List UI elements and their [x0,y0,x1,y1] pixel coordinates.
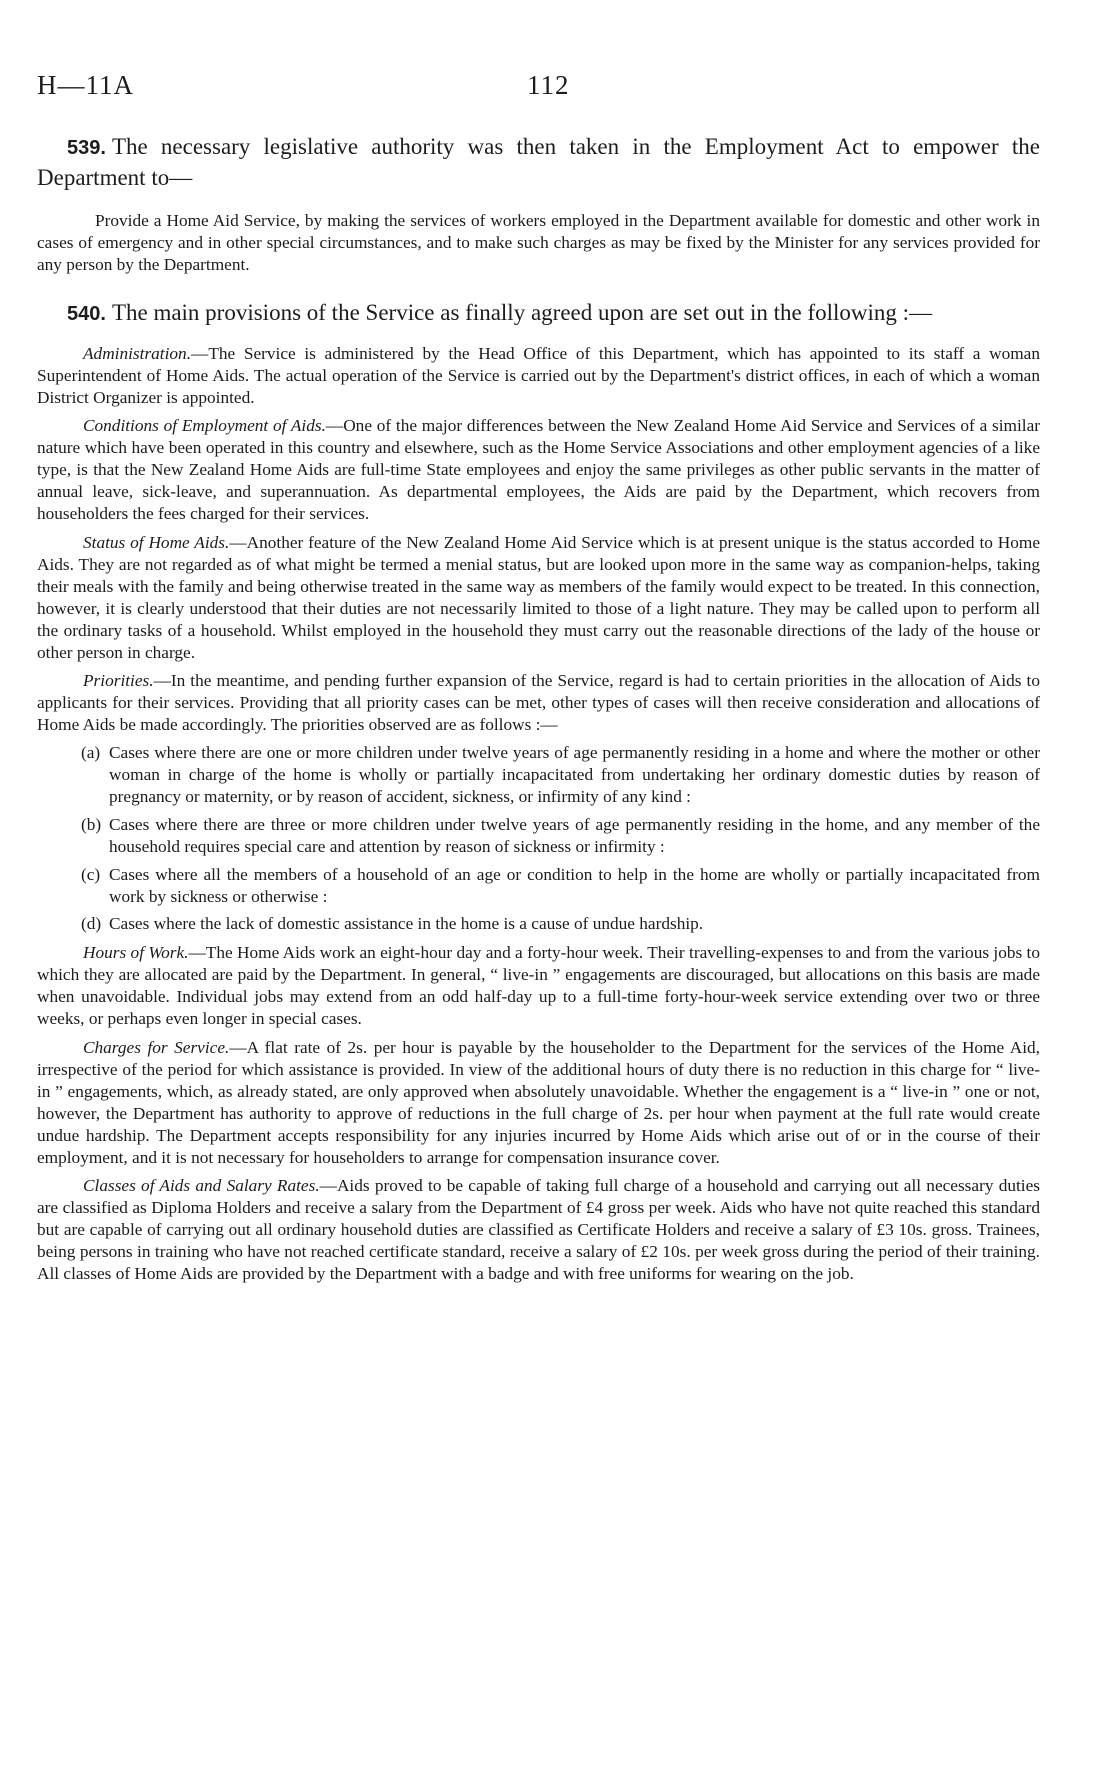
section-classes-and-salary-rates [37,1175,1040,1285]
document-reference: H—11A [37,70,134,100]
page-number: 112 [527,70,570,100]
section-heading: Charges for Service. [83,1038,230,1057]
section-heading: Classes of Aids and Salary Rates. [83,1176,320,1196]
section-text: —One of the major differences between the New Zealand Home Aid Service and Services of a similar nature which have been operated in this country and elsewhere, such as the Home Service Associations and other employment agencies of a like type, is that the New Zealand Home Aids are full-time State employees and enjoy the same privileges as other public servants in the matter of annual leave, sick-leave, and superannuation. As departmental employees, the Aids are paid by the Department, which recovers from householders the fees charged for their services. [37,416,1041,524]
section-charges-for-service [37,1037,1040,1168]
section-heading: Hours of Work. [83,943,189,963]
item-text: Cases where all the members of a household of an age or condition to help in the home are wholly or partially incapacitated from work by sickness or otherwise : [109,864,1040,906]
priority-item-b [37,814,1040,858]
paragraph-540 [37,298,1040,329]
item-label: (c) [81,864,101,884]
section-heading: Status of Home Aids. [83,532,230,552]
item-text: Cases where there are three or more children under twelve years of age permanently residing in the home, and any member of the household requires special care and attention by reason of sickness or infirmity : [109,814,1040,856]
item-text: Cases where there are one or more children under twelve years of age permanently residing in a home and where the mother or other woman in charge of the home is wholly or partially incapacitated from undertaking her ordinary domestic duties by reason of pregnancy or maternity, or by reason of accident, sickness, or infirmity of any kind : [109,743,1040,806]
item-label: (a) [81,743,101,763]
section-status-of-home-aids [37,532,1040,663]
priority-item-d [37,913,1040,935]
priority-item-a [37,742,1040,808]
section-hours-of-work [37,942,1040,1030]
section-text: —Aids proved to be capable of taking full charge of a household and carrying out all necessary duties are classified as Diploma Holders and receive a salary from the Department of £4 gross per week. Aids who have not quite reached this standard but are capable of carrying out all ordinary household duties are classified as Certificate Holders and receive a salary of £3 10s. gross. Trainees, being persons in training who have not reached certificate standard, receive a salary of £2 10s. per week gross during the period of their training. All classes of Home Aids are provided by the Department with a badge and with free uniforms for wearing on the job. [37,1176,1040,1284]
priority-item-c [37,864,1040,908]
paragraph-number: 539. [67,137,106,159]
section-heading: Priorities. [83,671,154,691]
paragraph-text: The necessary legislative authority was then taken in the Employment Act to empower the Department to— [37,134,1040,190]
section-heading: Administration. [83,343,192,363]
section-text: —The Service is administered by the Head Office of this Department, which has appointed to its staff a woman Superintendent of Home Aids. The actual operation of the Service is carried out by the Department's district offices, in each of which a woman District Organizer is appointed. [37,343,1040,407]
section-text: —Another feature of the New Zealand Home Aid Service which is at present unique is the status accorded to Home Aids. They are not regarded as of what might be termed a menial status, but are looked upon more in the same way as companion-helps, taking their meals with the family and being otherwise treated in the same way as members of the family would expect to be treated. In this connection, however, it is clearly understood that their duties are not necessarily limited to those of a light nature. They may be called upon to perform all the ordinary tasks of a household. Whilst employed in the household they must carry out the reasonable directions of the lady of the house or other person in charge. [37,532,1040,662]
section-heading: Conditions of Employment of Aids. [83,416,326,436]
section-text: —In the meantime, and pending further expansion of the Service, regard is had to certain priorities in the allocation of Aids to applicants for their services. Providing that all priority cases can be met, other types of cases will then receive consideration and allocations of Home Aids be made accordingly. The priorities observed are as follows :— [37,671,1040,735]
item-text: Cases where the lack of domestic assistance in the home is a cause of undue hardship. [109,914,704,934]
paragraph-text: The main provisions of the Service as finally agreed upon are set out in the following :— [111,299,933,325]
page-header [37,70,1040,114]
quoted-provision: Provide a Home Aid Service, by making the services of workers employed in the Department available for domestic and other work in cases of emergency and in other special circumstances, and to make such charges as may be fixed by the Minister for any services provided for any person by the Department. [37,211,1040,274]
section-conditions-of-employment [37,415,1040,525]
section-text: —The Home Aids work an eight-hour day and a forty-hour week. Their travelling-expenses to and from the various jobs to which they are allocated are paid by the Department. In general, “ live-in ” engagements are discouraged, but allocations on this basis are made when unavoidable. Individual jobs may extend from an odd half-day up to a full-time forty-hour-week service extending over two or three weeks, or perhaps even longer in special cases. [37,943,1040,1029]
item-label: (d) [81,914,102,934]
section-administration [37,343,1040,409]
paragraph-539 [37,132,1040,192]
paragraph-number: 540. [67,302,106,325]
section-priorities [37,670,1040,736]
section-text: —A flat rate of 2s. per hour is payable by the householder to the Department for the services of the Home Aid, irrespective of the period for which assistance is provided. In view of the additional hours of duty there is no reduction in this charge for “ live-in ” engagements, which, as already stated, are only approved when absolutely unavoidable. Whether the engagement is a “ live-in ” one or not, however, the Department has authority to approve of reductions in the full charge of 2s. per hour when payment at the full rate would create undue hardship. The Department accepts responsibility for any injuries incurred by Home Aids which arise out of or in the course of their employment, and it is not necessary for householders to arrange for compensation insurance cover. [37,1038,1040,1167]
item-label: (b) [81,814,102,834]
